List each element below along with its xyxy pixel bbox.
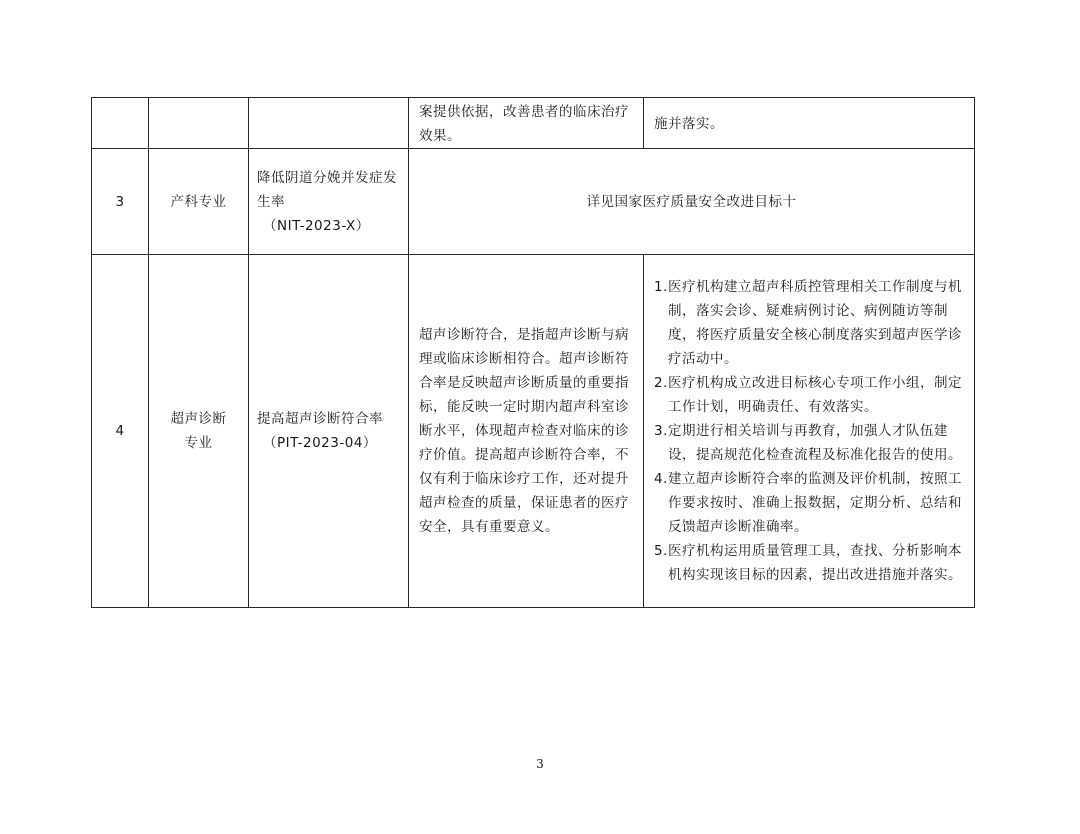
specialty-name xyxy=(149,255,249,608)
measure-item xyxy=(654,539,968,587)
specialty-name: 产科专业 xyxy=(149,149,249,255)
goal-title: 降低阴道分娩并发症发生率 xyxy=(257,169,397,210)
measure-number: 5. xyxy=(654,543,668,559)
specialty-name-line2: 专业 xyxy=(184,435,213,451)
measures-cell xyxy=(644,255,975,608)
measure-text: 建立超声诊断符合率的监测及评价机制，按照工作要求按时、准确上报数据，定期分析、总结和反馈超声诊断准确率。 xyxy=(668,471,962,535)
goal-code: （NIT-2023-X） xyxy=(263,217,370,234)
goal-cell xyxy=(249,255,409,608)
measure-number: 3. xyxy=(654,423,668,439)
goal-code: （PIT-2023-04） xyxy=(263,435,377,451)
measure-item xyxy=(654,275,968,371)
measure-item xyxy=(654,419,968,467)
measure-number: 2. xyxy=(654,375,668,391)
specialty-name-line1: 超声诊断 xyxy=(170,411,227,427)
goal-cell xyxy=(249,149,409,255)
goal-title: 提高超声诊断符合率 xyxy=(257,411,383,427)
index-cell-empty xyxy=(92,98,149,149)
goal-cell-empty xyxy=(249,98,409,149)
measure-text: 定期进行相关培训与再教育，加强人才队伍建设，提高规范化检查流程及标准化报告的使用。 xyxy=(668,423,962,463)
table-row-continuation xyxy=(92,98,975,149)
row-index: 3 xyxy=(92,149,149,255)
measure-text: 医疗机构运用质量管理工具，查找、分析影响本机构实现该目标的因素，提出改进措施并落实。 xyxy=(668,543,962,583)
measure-number: 4. xyxy=(654,471,668,487)
table-row-3 xyxy=(92,149,975,255)
measure-text: 医疗机构建立超声科质控管理相关工作制度与机制，落实会诊、疑难病例讨论、病例随访等制度，将医疗质量安全核心制度落实到超声医学诊疗活动中。 xyxy=(668,279,962,367)
measures-cell-continuation: 施并落实。 xyxy=(644,98,975,149)
measure-text: 医疗机构成立改进目标核心专项工作小组，制定工作计划，明确责任、有效落实。 xyxy=(668,375,962,415)
definition-cell: 超声诊断符合，是指超声诊断与病理或临床诊断相符合。超声诊断符合率是反映超声诊断质量的重要指标，能反映一定时期内超声科室诊断水平，体现超声检查对临床的诊疗价值。提高超声诊断符合率，不仅有利于临床诊疗工作，还对提升超声检查的质量，保证患者的医疗安全，具有重要意义。 xyxy=(409,255,644,608)
measures-list xyxy=(654,275,968,587)
merged-reference-cell: 详见国家医疗质量安全改进目标十 xyxy=(409,149,975,255)
row-index: 4 xyxy=(92,255,149,608)
specialty-cell-empty xyxy=(149,98,249,149)
table-row-4 xyxy=(92,255,975,608)
definition-cell-continuation: 案提供依据，改善患者的临床治疗效果。 xyxy=(409,98,644,149)
quality-goals-table xyxy=(91,97,975,608)
page-number: 3 xyxy=(536,757,544,771)
measure-number: 1. xyxy=(654,279,668,295)
measure-item xyxy=(654,371,968,419)
measure-item xyxy=(654,467,968,539)
